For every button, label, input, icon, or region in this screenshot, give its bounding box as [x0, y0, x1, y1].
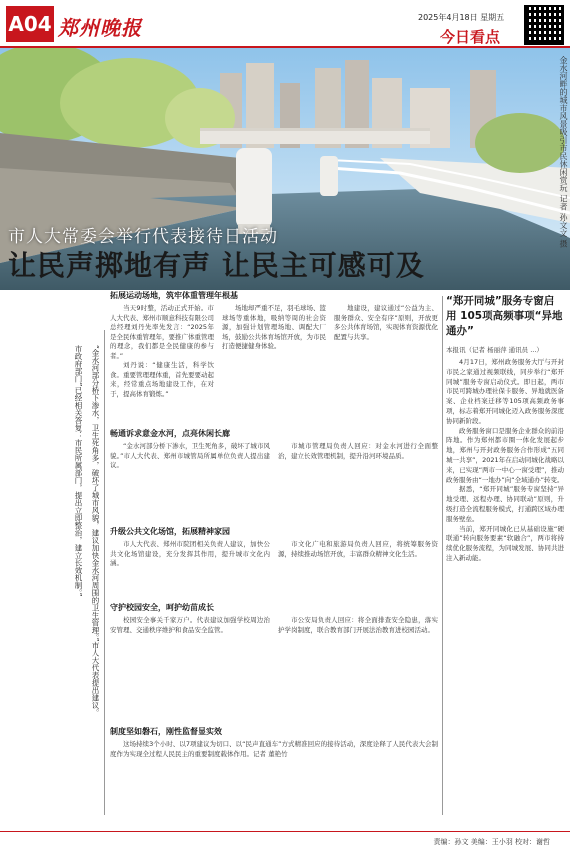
page-number: A04	[6, 6, 54, 42]
main-article	[110, 290, 440, 815]
column-divider	[442, 296, 443, 815]
article-paragraph: 场地却严重不足，羽毛球场、篮球场等重体地，吸纳等周的社会资源，加强计划管理场地、调配大厂场，鼓励公共体育场馆开放，为市民打造便捷健身体验。	[222, 304, 326, 350]
article-paragraph: 这场持续3个小时、以7项建议为切口、以“民声直通车”方式精准回应的接待活动，深度诠释了人民代表大会制度作为实现全过程人民民主的重要制度载体作用。记者 董艳竹	[110, 740, 438, 758]
article-paragraph: 校园安全事关千家万户。代表建议加强学校周边治安管理、交通秩序维护和食品安全监管。	[110, 616, 270, 634]
sidebar-paragraph: 据悉，“郑开同城”服务专窗坚持“异地受理、远程办理、协同联动”原则，升级打造全流程服务模式，打通跨区域办理服务壁垒。	[446, 485, 564, 523]
article-text-column	[110, 740, 438, 810]
column-divider	[104, 330, 105, 815]
article-paragraph: 市公安局负责人回应：将全面排查安全隐患，落实护学岗制度，联合教育部门开展法治教育进校园活动。	[278, 616, 438, 634]
article-paragraph: 市文化广电和旅游局负责人回应，将统筹服务资源，持续推动场馆开放，丰富群众精神文化生活。	[278, 540, 438, 558]
sidebar-article	[446, 294, 564, 815]
newspaper-name: 郑州晚报	[58, 16, 142, 40]
intro-paragraph: “金水河部分桥下渗水，卫生死角多，破坏了城市风貌，建议加快金水河周围的卫生管理。”市人大代表提出建议。	[91, 345, 100, 717]
article-paragraph: 地建设，建议通过“公益为主、服务群众、安全有序”原则，开放更多公共体育场馆，实现体育资源优化配置与共享。	[334, 304, 438, 341]
masthead	[0, 0, 570, 48]
article-paragraph: 市人大代表、郑州市院团相关负责人建议，加快公共文化场馆建设，充分发挥其作用，提升城市文化内涵。	[110, 540, 270, 567]
editor-credits: 责编：孙文 美编：王小羽 校对：谢哲	[433, 838, 550, 846]
sidebar-byline: 本报讯（记者 杨丽萍 通讯员 ...）	[446, 346, 543, 354]
sidebar-paragraph: 4月17日，郑州政务服务大厅与开封市民之家通过视频联线，同步举行“郑开同城”服务专窗启动仪式。即日起，两市市民可跨城办理社保卡服务、异地就医备案、企业档案迁移等105项高频政务事项，标志着郑开同城化迈入政务服务深度协同新阶段。	[446, 358, 564, 425]
sidebar-paragraph: 政务服务窗口是服务企业群众的前沿阵地。作为郑州都市圈一体化发展起步地，郑州与开封政务服务合作形成“五同城一共享”，2021年在启动同城化战略以来，已实现“两市一中心一窗受理”，推动政务服务由“一地办”向“全域通办”转变。	[446, 426, 564, 484]
article-text-column	[110, 616, 270, 720]
article-text-column	[278, 616, 438, 720]
photo-caption: 金水河畔的城市风景吸引市民休闲赏玩 记者 孙文文 摄	[559, 56, 568, 248]
article-text-column	[110, 442, 270, 520]
section-heading: 升级公共文化场馆，拓展精神家园	[110, 527, 230, 536]
article-text-column	[278, 540, 438, 596]
section-heading: 畅通诉求意金水河，点亮休闲长廊	[110, 429, 230, 438]
article-kicker: 市人大常委会举行代表接待日活动	[8, 227, 278, 247]
intro-paragraph: 市政府部门”已经相关答复：市民所属部门，提出立即整治，建立长效机制。”	[74, 345, 83, 597]
page-footer	[0, 831, 570, 851]
section-heading: 拓展运动场地，筑牢体重管理年根基	[110, 291, 238, 300]
section-heading: 制度坚如磐石，刚性监督显实效	[110, 727, 222, 736]
issue-date: 2025年4月18日 星期五	[418, 13, 505, 22]
article-paragraph: 市城市管理局负责人回应：对金水河进行全面整治，建立长效管理机制，提升沿河环境品质。	[278, 442, 438, 460]
article-text-column	[278, 442, 438, 520]
article-text-column	[110, 304, 214, 422]
section-title: 今日看点	[440, 28, 501, 46]
article-headline: 让民声掷地有声 让民主可感可及	[8, 249, 425, 282]
article-paragraph: 刘丹说：“健康生活，科学饮食。重要管理理体重，首先要要动起来，经常重点场地建设工作，在对于，提高体育锻炼。”	[110, 361, 214, 398]
intro-column	[6, 345, 102, 815]
section-heading: 守护校园安全，呵护幼苗成长	[110, 603, 214, 612]
article-paragraph: 当天9时整，活动正式开始。市人大代表、郑州市顺意科技有限公司总经理刘丹先率先发言：“2025年是全民体重管理年，要推广体重管理的理念，我们都是全民健康的参与者。”	[110, 304, 214, 360]
article-text-column	[110, 540, 270, 596]
article-text-column	[334, 304, 438, 422]
qr-code-icon	[524, 5, 564, 45]
article-text-column	[222, 304, 326, 422]
sidebar-headline: “郑开同城”服务专窗启用 105项高频事项“异地通办”	[446, 295, 563, 337]
sidebar-paragraph: 当前，郑开同城化已从基础设施“硬联通”转向服务要素“软融合”，两市将持续优化服务流程，为同城发展、协同共进注入新动能。	[446, 524, 564, 562]
article-paragraph: “金水河部分桥下渗水，卫生死角多，破坏了城市风貌。”市人大代表、郑州市城管局所属单位负责人提出建议。	[110, 442, 270, 469]
sidebar-body	[446, 358, 564, 788]
